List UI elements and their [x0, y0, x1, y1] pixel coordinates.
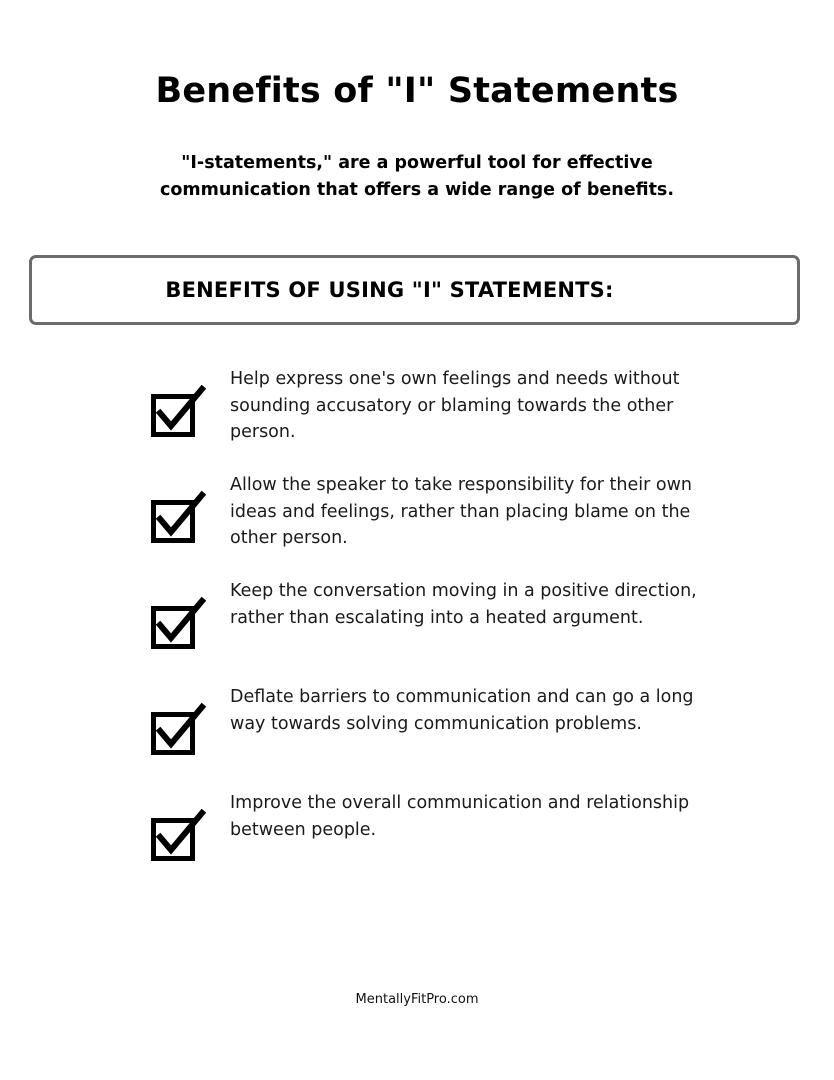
checked-checkbox-icon [150, 808, 208, 862]
benefit-text: Allow the speaker to take responsibility for their own ideas and feelings, rather than placing blame on the other person. [230, 475, 692, 548]
benefit-list [150, 366, 750, 896]
benefit-text: Deflate barriers to communication and can go a long way towards solving communication problems. [230, 687, 694, 734]
checked-checkbox-icon [150, 596, 208, 650]
section-heading: BENEFITS OF USING "I" STATEMENTS: [165, 278, 614, 302]
section-header-box [29, 255, 800, 325]
checked-checkbox-icon [150, 702, 208, 756]
benefit-text: Improve the overall communication and relationship between people. [230, 793, 690, 840]
benefit-item [150, 790, 750, 896]
checked-checkbox-icon [150, 490, 208, 544]
benefit-item [150, 578, 750, 684]
page-title: Benefits of "I" Statements [155, 71, 679, 111]
benefit-text: Keep the conversation moving in a positive direction, rather than escalating into a heated argument. [230, 581, 697, 628]
benefit-item [150, 684, 750, 790]
benefit-item [150, 472, 750, 578]
benefit-text: Help express one's own feelings and needs without sounding accusatory or blaming towards the other person. [230, 369, 680, 442]
footer-website: MentallyFitPro.com [355, 992, 479, 1007]
checked-checkbox-icon [150, 384, 208, 438]
benefit-item [150, 366, 750, 472]
subtitle: "I-statements," are a powerful tool for effective communication that offers a wide range of benefits. [160, 153, 674, 200]
